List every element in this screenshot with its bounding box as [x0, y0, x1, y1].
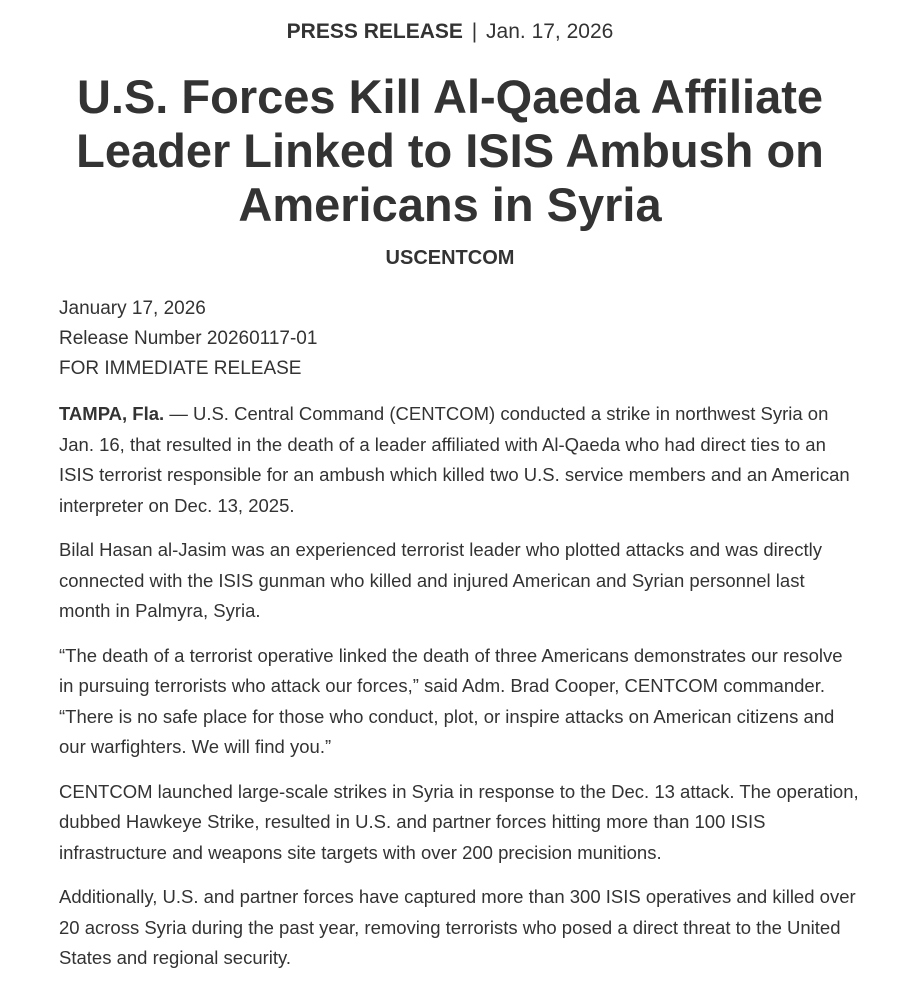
meta-release-status: FOR IMMEDIATE RELEASE: [59, 358, 302, 379]
meta-date: January 17, 2026: [59, 298, 206, 319]
paragraph-text: — U.S. Central Command (CENTCOM) conducted a strike in northwest Syria on Jan. 16, that resulted in the death of a leader affiliated with Al-Qaeda who had direct ties to an ISIS terrorist responsible for an ambush which killed two U.S. service members and an American interpreter on Dec. 13, 2025.: [59, 403, 850, 516]
article-paragraph: [59, 399, 859, 521]
article-paragraph: CENTCOM launched large-scale strikes in Syria in response to the Dec. 13 attack. The operation, dubbed Hawkeye Strike, resulted in U.S. and partner forces hitting more than 100 ISIS infrastructure and weapons site targets with over 200 precision munitions.: [59, 780, 859, 863]
article-meta: [59, 294, 859, 384]
article-paragraph: “The death of a terrorist operative linked the death of three Americans demonstrates our resolve in pursuing terrorists who attack our forces,” said Adm. Brad Cooper, CENTCOM commander. “There is no safe place for those who conduct, plot, or inspire attacks on American citizens and our warfighters. We will find you.”: [59, 644, 843, 757]
kicker-date: Jan. 17, 2026: [486, 20, 614, 43]
article-dateline: TAMPA, Fla.: [59, 403, 165, 424]
press-release-label: PRESS RELEASE: [286, 20, 463, 43]
kicker-separator: |: [471, 20, 478, 43]
article-paragraph: Additionally, U.S. and partner forces have captured more than 300 ISIS operatives and killed over 20 across Syria during the past year, removing terrorists who posed a direct threat to the United States and regional security.: [59, 886, 856, 968]
article-body: [59, 399, 859, 988]
press-release-kicker: [0, 18, 900, 46]
article-title: U.S. Forces Kill Al-Qaeda Affiliate Leader Linked to ISIS Ambush on Americans in Syria: [76, 70, 824, 231]
article-author: USCENTCOM: [385, 247, 515, 269]
article-paragraph: Bilal Hasan al-Jasim was an experienced terrorist leader who plotted attacks and was directly connected with the ISIS gunman who killed and injured American and Syrian personnel last month in Palmyra, Syria.: [59, 539, 822, 621]
meta-release-number: Release Number 20260117-01: [59, 328, 318, 349]
